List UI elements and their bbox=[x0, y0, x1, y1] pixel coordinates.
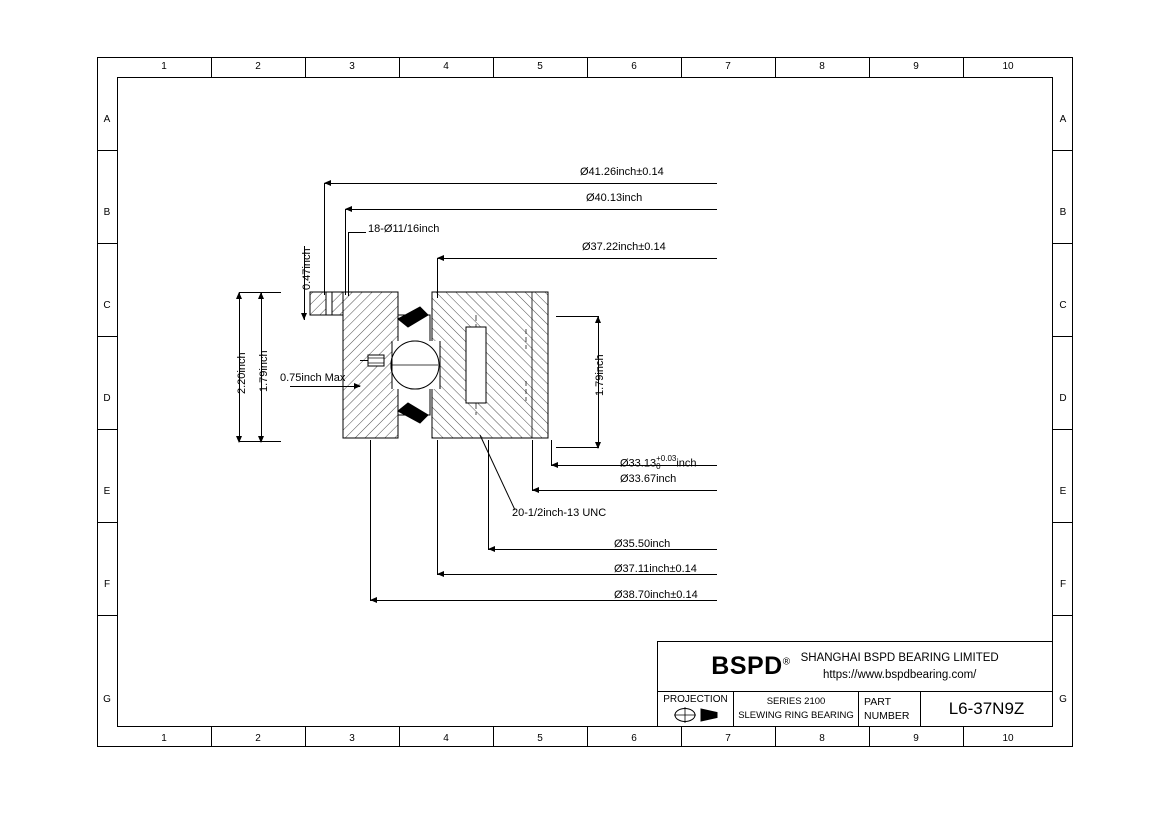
extline bbox=[370, 440, 371, 600]
zone-tick bbox=[1053, 615, 1073, 616]
dim-arrow bbox=[301, 313, 307, 320]
zone-label-left-f: F bbox=[103, 579, 111, 590]
zone-label-bottom-5: 5 bbox=[537, 733, 543, 744]
dim-arrow bbox=[532, 487, 539, 493]
zone-tick bbox=[1053, 429, 1073, 430]
zone-label-right-d: D bbox=[1059, 393, 1067, 404]
zone-label-top-10: 10 bbox=[1002, 61, 1014, 72]
zone-label-top-1: 1 bbox=[161, 61, 167, 72]
dimension-33-13-lower: 0 bbox=[656, 462, 661, 472]
part-label-line-1: PART bbox=[864, 695, 892, 708]
dimension-37-11: Ø37.11inch±0.14 bbox=[614, 563, 697, 575]
extline bbox=[345, 209, 346, 295]
series-cell bbox=[734, 692, 859, 726]
zone-tick bbox=[97, 615, 117, 616]
zone-label-left-a: A bbox=[103, 114, 111, 125]
company-name: SHANGHAI BSPD BEARING LIMITED bbox=[800, 651, 999, 664]
extline bbox=[556, 447, 598, 448]
zone-label-top-7: 7 bbox=[725, 61, 731, 72]
dimension-38-70: Ø38.70inch±0.14 bbox=[614, 589, 698, 601]
leader-holes bbox=[348, 232, 349, 296]
first-angle-projection-icon bbox=[673, 706, 719, 724]
projection-cell bbox=[658, 692, 734, 726]
zone-label-bottom-10: 10 bbox=[1002, 733, 1014, 744]
zone-label-left-d: D bbox=[103, 393, 111, 404]
bearing-cross-section bbox=[280, 285, 600, 450]
dimline-37-22 bbox=[437, 258, 717, 259]
zone-label-bottom-2: 2 bbox=[255, 733, 261, 744]
part-number-value-cell bbox=[921, 692, 1052, 726]
extline bbox=[488, 440, 489, 549]
zone-label-bottom-3: 3 bbox=[349, 733, 355, 744]
dim-arrow bbox=[370, 597, 377, 603]
dimension-35-50: Ø35.50inch bbox=[614, 538, 671, 550]
extline bbox=[324, 183, 325, 295]
series-line-2: SLEWING RING BEARING bbox=[738, 710, 854, 721]
zone-label-bottom-7: 7 bbox=[725, 733, 731, 744]
dim-arrow bbox=[258, 436, 264, 443]
dimension-33-13-value: Ø33.13 bbox=[620, 457, 657, 470]
extline bbox=[532, 440, 533, 490]
dim-arrow bbox=[345, 206, 352, 212]
zone-tick bbox=[97, 336, 117, 337]
company-logo bbox=[711, 652, 790, 681]
zone-label-top-5: 5 bbox=[537, 61, 543, 72]
dimension-40-13: Ø40.13inch bbox=[586, 192, 643, 204]
projection-label: PROJECTION bbox=[663, 694, 728, 705]
dimension-18-holes: 18-Ø11/16inch bbox=[368, 223, 440, 235]
zone-label-top-3: 3 bbox=[349, 61, 355, 72]
dimension-1-79-left: 1.79inch bbox=[258, 350, 270, 392]
zone-label-left-b: B bbox=[103, 207, 111, 218]
zone-label-top-9: 9 bbox=[913, 61, 919, 72]
zone-label-bottom-1: 1 bbox=[161, 733, 167, 744]
dim-arrow bbox=[354, 383, 361, 389]
zone-label-right-a: A bbox=[1059, 114, 1067, 125]
zone-label-left-e: E bbox=[103, 486, 111, 497]
dim-arrow bbox=[236, 292, 242, 299]
zone-tick bbox=[1053, 336, 1073, 337]
dimension-1-79-right: 1.79inch bbox=[594, 354, 606, 396]
dim-arrow bbox=[595, 316, 601, 323]
dimension-0-47: 0.47inch bbox=[301, 248, 313, 290]
title-block bbox=[657, 641, 1053, 727]
zone-tick bbox=[1053, 243, 1073, 244]
dimension-2-20: 2.20inch bbox=[236, 352, 248, 394]
dim-arrow bbox=[258, 292, 264, 299]
zone-label-right-c: C bbox=[1059, 300, 1067, 311]
dim-arrow bbox=[488, 546, 495, 552]
zone-label-left-c: C bbox=[103, 300, 111, 311]
dimension-33-67: Ø33.67inch bbox=[620, 473, 677, 485]
title-block-body bbox=[658, 692, 1052, 726]
dimension-33-13-upper: +0.03 bbox=[656, 454, 677, 463]
zone-tick bbox=[1053, 150, 1073, 151]
dim-arrow bbox=[551, 462, 558, 468]
zone-label-top-8: 8 bbox=[819, 61, 825, 72]
dimline-33-67 bbox=[532, 490, 717, 491]
extline bbox=[556, 316, 598, 317]
dimension-41-26: Ø41.26inch±0.14 bbox=[580, 166, 664, 178]
zone-tick bbox=[97, 243, 117, 244]
series-line-1: SERIES 2100 bbox=[766, 695, 826, 707]
zone-tick bbox=[97, 522, 117, 523]
zone-label-right-b: B bbox=[1059, 207, 1067, 218]
part-number: L6-37N9Z bbox=[948, 699, 1025, 718]
zone-label-right-f: F bbox=[1059, 579, 1067, 590]
zone-label-right-g: G bbox=[1059, 694, 1067, 705]
extline bbox=[437, 440, 438, 574]
zone-label-left-g: G bbox=[103, 694, 111, 705]
leader-0-75 bbox=[290, 386, 360, 387]
extline bbox=[551, 440, 552, 465]
part-number-label-cell bbox=[859, 692, 921, 726]
zone-tick bbox=[97, 150, 117, 151]
dimension-thread: 20-1/2inch-13 UNC bbox=[512, 507, 607, 519]
company-website[interactable]: https://www.bspdbearing.com/ bbox=[822, 668, 977, 681]
zone-label-top-4: 4 bbox=[443, 61, 449, 72]
dim-arrow bbox=[437, 571, 444, 577]
zone-tick bbox=[1053, 522, 1073, 523]
title-block-header bbox=[658, 642, 1052, 692]
zone-label-top-6: 6 bbox=[631, 61, 637, 72]
leader-holes bbox=[348, 232, 366, 233]
dim-arrow bbox=[324, 180, 331, 186]
zone-label-bottom-8: 8 bbox=[819, 733, 825, 744]
brand-name: BSPD bbox=[711, 652, 783, 680]
dimension-33-13-suffix: inch bbox=[676, 457, 697, 470]
extline bbox=[437, 258, 438, 298]
dimension-33-13 bbox=[620, 455, 697, 472]
dimline-41-26 bbox=[324, 183, 717, 184]
zone-label-bottom-6: 6 bbox=[631, 733, 637, 744]
dim-arrow bbox=[437, 255, 444, 261]
zone-label-bottom-9: 9 bbox=[913, 733, 919, 744]
registered-mark-icon: ® bbox=[782, 656, 791, 668]
zone-label-top-2: 2 bbox=[255, 61, 261, 72]
dimension-37-22: Ø37.22inch±0.14 bbox=[582, 241, 666, 253]
dimline-35-50 bbox=[488, 549, 717, 550]
dimline-40-13 bbox=[345, 209, 717, 210]
dimension-0-75-max: 0.75inch Max bbox=[280, 372, 346, 384]
part-label-line-2: NUMBER bbox=[864, 710, 910, 722]
zone-label-bottom-4: 4 bbox=[443, 733, 449, 744]
zone-label-right-e: E bbox=[1059, 486, 1067, 497]
zone-tick bbox=[97, 429, 117, 430]
